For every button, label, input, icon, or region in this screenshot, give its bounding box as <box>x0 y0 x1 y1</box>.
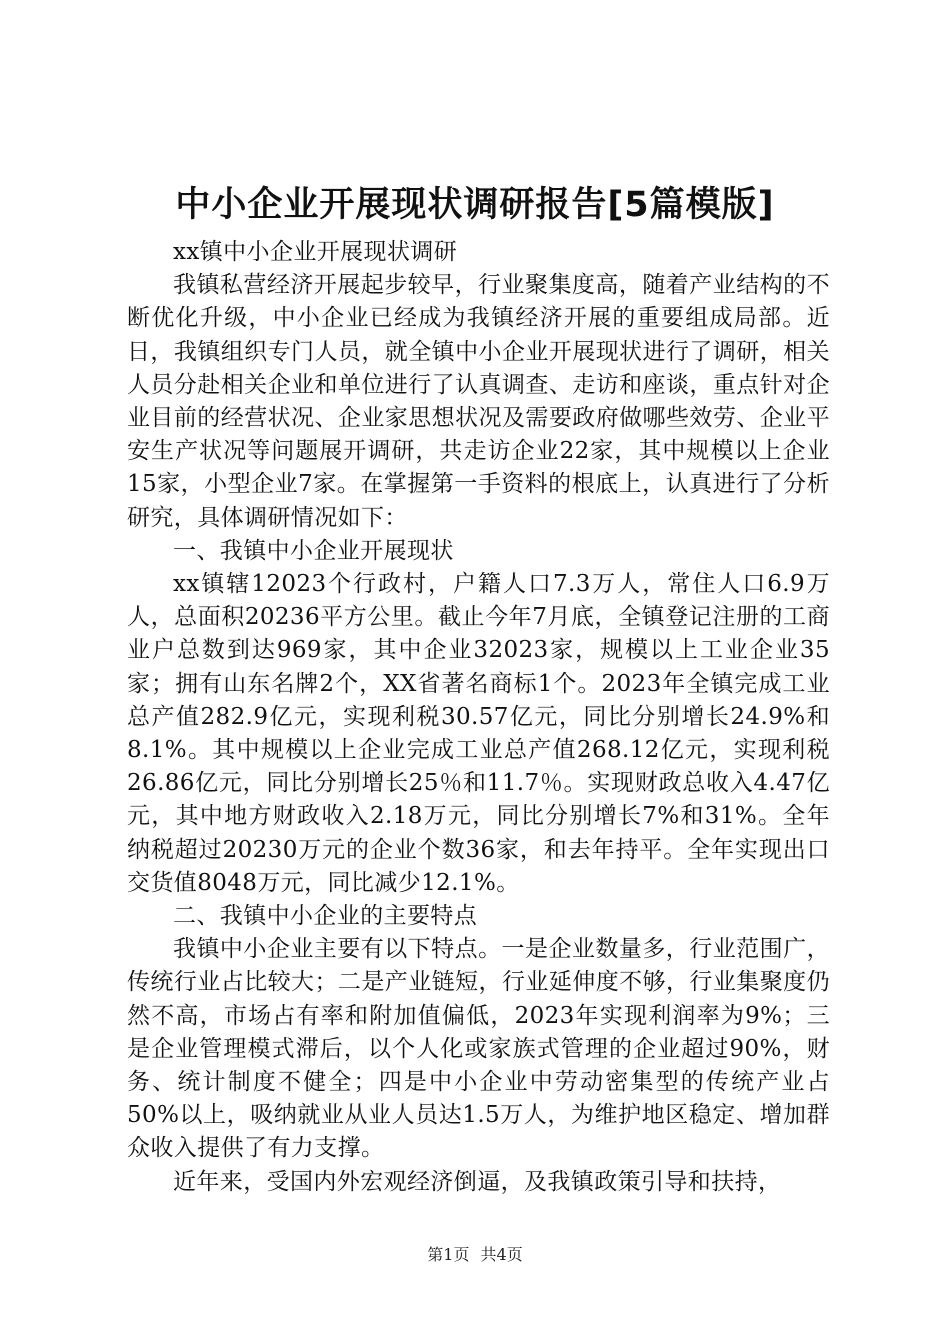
document-body <box>127 236 830 1199</box>
paragraph-features: 我镇中小企业主要有以下特点。一是企业数量多，行业范围广，传统行业占比较大；二是产业链短，行业延伸度不够，行业集聚度仍然不高，市场占有率和附加值偏低，2023年实现利润率为9%；三是企业管理模式滞后，以个人化或家族式管理的企业超过90%，财务、统计制度不健全；四是中小企业中劳动密集型的传统产业占50%以上，吸纳就业从业人员达1.5万人，为维护地区稳定、增加群众收入提供了有力支撑。 <box>127 936 830 1162</box>
section-heading-2: 二、我镇中小企业的主要特点 <box>173 903 478 930</box>
page-number: 第1页 <box>427 1245 470 1264</box>
page-total: 共4页 <box>480 1245 523 1264</box>
paragraph-status: xx镇辖12023个行政村，户籍人口7.3万人，常住人口6.9万人，总面积20236平方公里。截止今年7月底，全镇登记注册的工商业户总数到达969家，其中企业32023家，规模以上工业企业35家；拥有山东名牌2个，XX省著名商标1个。2023年全镇完成工业总产值282.9亿元，实现利税30.57亿元，同比分别增长24.9%和8.1%。其中规模以上企业完成工业总产值268.12亿元，实现利税26.86亿元，同比分别增长25％和11.7％。实现财政总收入4.47亿元，其中地方财政收入2.18万元，同比分别增长7%和31%。全年纳税超过20230万元的企业个数36家，和去年持平。全年实现出口交货值8048万元，同比减少12.1%。 <box>127 571 830 896</box>
document-subtitle: xx镇中小企业开展现状调研 <box>173 239 458 265</box>
paragraph-intro: 我镇私营经济开展起步较早，行业聚集度高，随着产业结构的不断优化升级，中小企业已经成为我镇经济开展的重要组成局部。近日，我镇组织专门人员，就全镇中小企业开展现状进行了调研，相关人员分赴相关企业和单位进行了认真调查、走访和座谈，重点针对企业目前的经营状况、企业家思想状况及需要政府做哪些效劳、企业平安生产状况等问题展开调研，共走访企业22家，其中规模以上企业15家，小型企业7家。在掌握第一手资料的根底上，认真进行了分析研究，具体调研情况如下： <box>127 272 830 531</box>
section-heading-1: 一、我镇中小企业开展现状 <box>173 537 454 564</box>
page-footer <box>0 1244 950 1266</box>
page-title: 中小企业开展现状调研报告[5篇模版] <box>175 185 775 225</box>
paragraph-recent: 近年来，受国内外宏观经济倒逼，及我镇政策引导和扶持， <box>173 1168 782 1195</box>
